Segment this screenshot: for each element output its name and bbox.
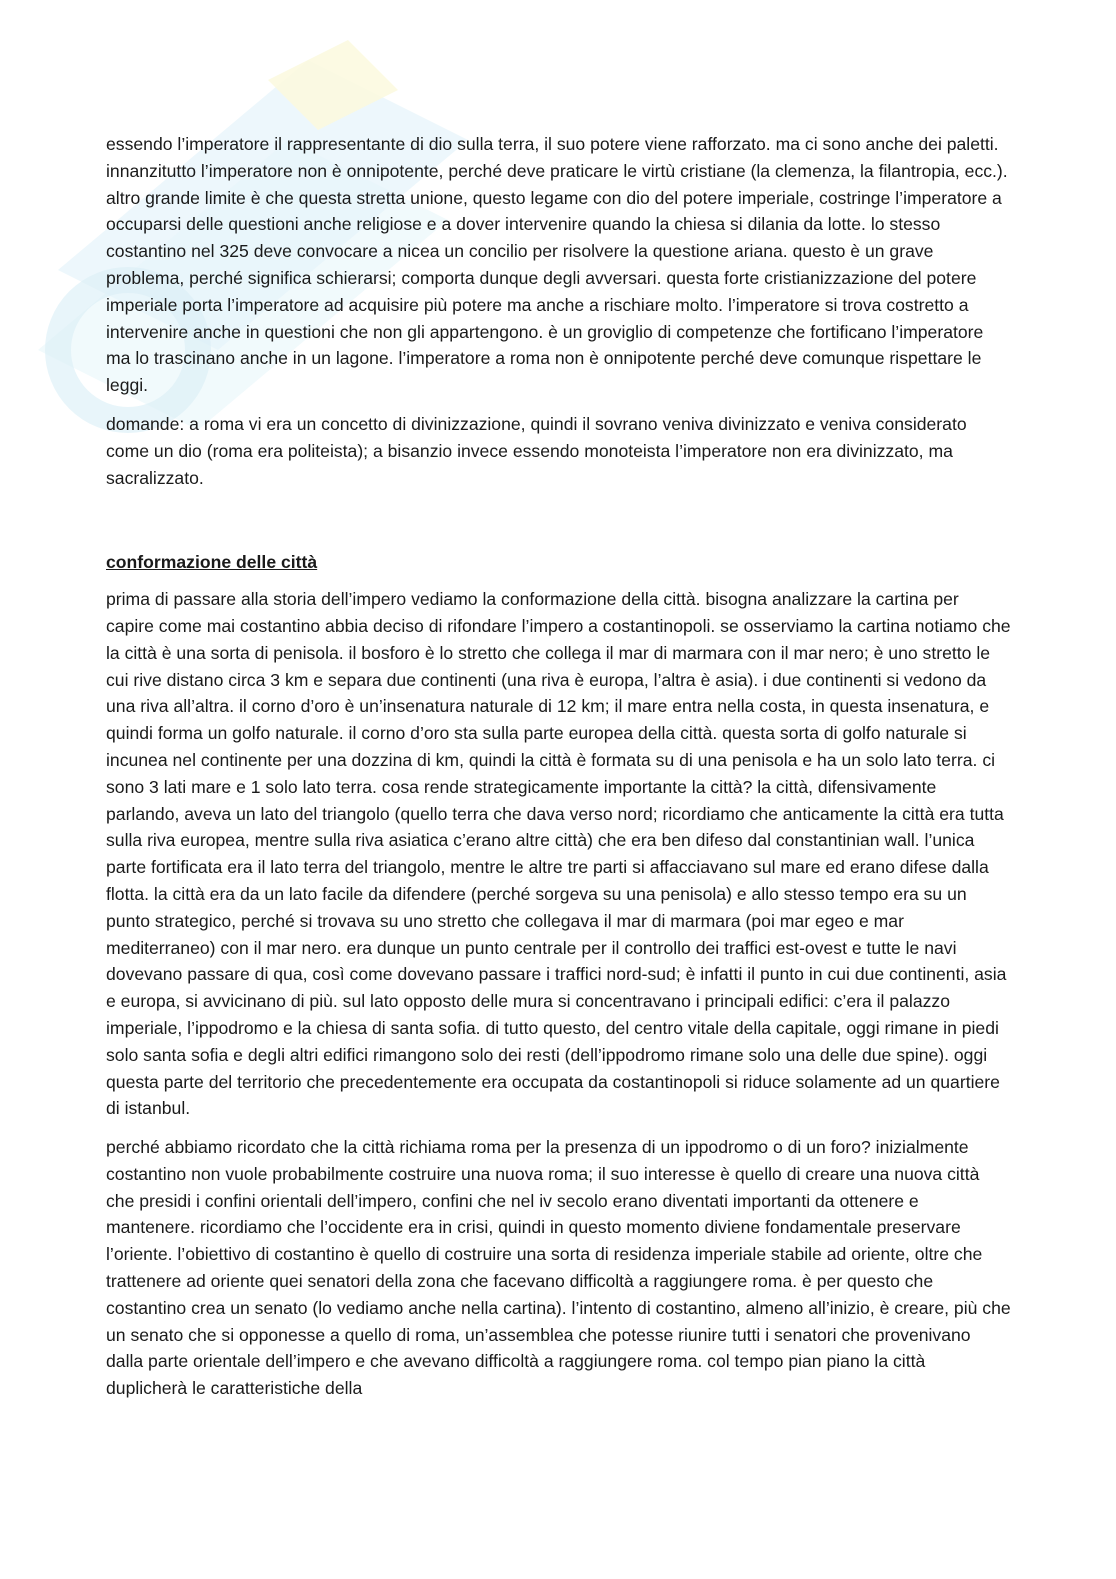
paragraph-city-layout: prima di passare alla storia dell’impero vediamo la conformazione della città. bisogna analizzare la cartina per capire come mai costantino abbia deciso di rifondare l’impero a costantinopoli. se osserviamo la cartina notiamo che la città è una sorta di penisola. il bosforo è lo stretto che collega il mar di marmara con il mar nero; è uno stretto le cui rive distano circa 3 km e separa due continenti (una riva è europa, l’altra è asia). i due continenti si vedono da una riva all’altra. il corno d’oro è un’insenatura naturale di 12 km; il mare entra nella costa, in questa insenatura, e quindi forma un golfo naturale. il corno d’oro sta sulla parte europea della città. questa sorta di golfo naturale si incunea nel continente per una dozzina di km, quindi la città è formata su di una penisola e ha un solo lato terra. ci sono 3 lati mare e 1 solo lato terra. cosa rende strategicamente importante la città? la città, difensivamente parlando, aveva un lato del triangolo (quello terra che dava verso nord; ricordiamo che anticamente la città era tutta sulla riva europea, mentre sulla riva asiatica c’erano altre città) che era ben difeso dal constantinian wall. l’unica parte fortificata era il lato terra del triangolo, mentre le altre tre parti si affacciavano sul mare ed erano difese dalla flotta. la città era da un lato facile da difendere (perché sorgeva su una penisola) e allo stesso tempo era su un punto strategico, perché si trovava su uno stretto che collegava il mar di marmara (poi mar egeo e mar mediterraneo) con il mar nero. era dunque un punto centrale per il controllo dei traffici est-ovest e tutte le navi dovevano passare di qua, così come dovevano passare i traffici nord-sud; è infatti il punto in cui due continenti, asia e europa, si avvicinano di più. sul lato opposto delle mura si concentravano i principali edifici: c’era il palazzo imperiale, l’ippodromo e la chiesa di santa sofia. di tutto questo, del centro vitale della capitale, oggi rimane in piedi solo santa sofia e degli altri edifici rimangono solo dei resti (dell’ippodromo rimane solo una delle due spine). oggi questa parte del territorio che precedentemente era occupata da costantinopoli si riduce solamente ad un quartiere di istanbul. — [106, 589, 1011, 1119]
paragraph-new-rome: perché abbiamo ricordato che la città richiama roma per la presenza di un ippodromo o di un foro? inizialmente costantino non vuole probabilmente costruire una nuova roma; il suo interesse è quello di creare una nuova città che presidi i confini orientali dell’impero, confini che nel iv secolo erano diventati importanti da ottenere e mantenere. ricordiamo che l’occidente era in crisi, quindi in questo momento diviene fondamentale preservare l’oriente. l’obiettivo di costantino è quello di costruire una sorta di residenza imperiale stabile ad oriente, oltre che trattenere ad oriente quei senatori della zona che facevano difficoltà a raggiungere roma. è per questo che costantino crea un senato (lo vediamo anche nella cartina). l’intento di costantino, almeno all’inizio, è creare, più che un senato che si opponesse a quello di roma, un’assemblea che potesse riunire tutti i senatori che provenivano dalla parte orientale dell’impero e che avevano difficoltà a raggiungere roma. col tempo pian piano la città duplicherà le caratteristiche della — [106, 1137, 1011, 1399]
paragraph-imperial-power: essendo l’imperatore il rappresentante di dio sulla terra, il suo potere viene rafforzato. ma ci sono anche dei paletti. innanzitutto l’imperatore non è onnipotente, perché deve praticare le virtù cristiane (la clemenza, la filantropia, ecc.). altro grande limite è che questa stretta unione, questo legame con dio del potere imperiale, costringe l’imperatore a occuparsi delle questioni anche religiose e a dover intervenire quando la chiesa si dilania da lotte. lo stesso costantino nel 325 deve convocare a nicea un concilio per risolvere la questione ariana. questo è un grave problema, perché significa schierarsi; comporta dunque degli avversari. questa forte cristianizzazione del potere imperiale porta l’imperatore ad acquisire più potere ma anche a rischiare molto. l’imperatore si trova costretto a intervenire anche in questioni che non gli appartengono. è un groviglio di competenze che fortificano l’imperatore ma lo trascinano anche in un lagone. l’imperatore a roma non è onnipotente perché deve comunque rispettare le leggi. — [106, 134, 1008, 396]
section-heading: conformazione delle città — [106, 552, 318, 573]
watermark-accent — [268, 40, 398, 130]
document-page — [106, 131, 1011, 1414]
paragraph-questions: domande: a roma vi era un concetto di divinizzazione, quindi il sovrano veniva divinizzato e veniva considerato come un dio (roma era politeista); a bisanzio invece essendo monoteista l’imperatore non era divinizzato, ma sacralizzato. — [106, 413, 967, 488]
